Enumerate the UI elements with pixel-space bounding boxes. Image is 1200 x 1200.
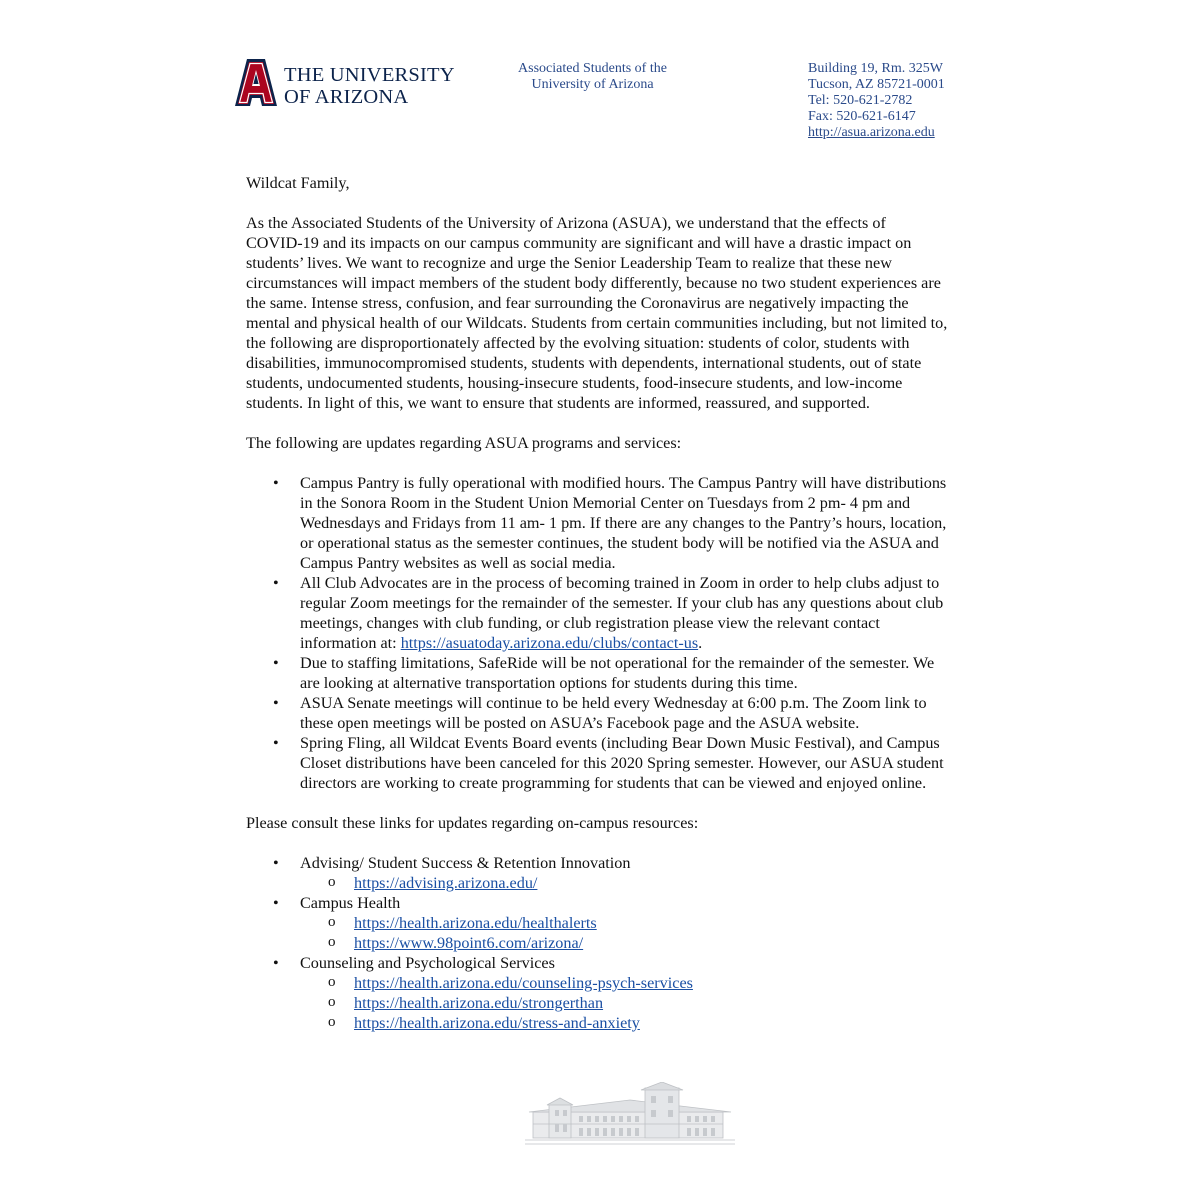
paragraph-line: the following are disproportionately affected by the evolving situation: students of color, students with <box>246 334 910 352</box>
resource-link-item <box>300 873 1006 893</box>
paragraph-line: disabilities, immunocompromised students, students with dependents, international students, out of state <box>246 354 922 372</box>
bullet-line: • Due to staffing limitations, SafeRide will be not operational for the remainder of the semester. We <box>300 654 935 672</box>
bullet-line <box>300 633 1006 653</box>
phone-line: Tel: 520-621-2782 <box>808 93 913 108</box>
bullet-line: or operational status as the semester continues, the student body will be notified via the ASUA and <box>300 534 939 552</box>
paragraph-line: the same. Intense stress, confusion, and fear surrounding the Coronavirus are negatively impacting the <box>246 294 909 312</box>
bullet-line: regular Zoom meetings for the remainder of the semester. If your club has any questions about club <box>300 594 944 612</box>
bullet-line: • ASUA Senate meetings will continue to be held every Wednesday at 6:00 p.m. The Zoom link to <box>300 694 927 712</box>
bullet-line: • Spring Fling, all Wildcat Events Board events (including Bear Down Music Festival), and Campus <box>300 734 940 752</box>
update-campus-pantry <box>246 473 1006 573</box>
address-line: Building 19, Rm. 325W <box>808 61 943 76</box>
paragraph-line: students, undocumented students, housing-insecure students, food-insecure students, and low-income <box>246 374 903 392</box>
paragraph-line: students’ lives. We want to recognize and urge the Senior Leadership Team to realize that these new <box>246 254 892 272</box>
resources-intro: Please consult these links for updates regarding on-campus resources: <box>246 814 699 832</box>
bullet-line: Wednesdays and Fridays from 11 am- 1 pm. If there are any changes to the Pantry’s hours, location, <box>300 514 947 532</box>
paragraph-line: COVID-19 and its impacts on our campus community are significant and will have a drastic impact on <box>246 234 912 252</box>
98point6-link[interactable]: https://www.98point6.com/arizona/ <box>354 934 584 952</box>
salutation: Wildcat Family, <box>246 174 350 192</box>
org-name <box>505 61 680 93</box>
resource-counseling <box>246 953 1006 1033</box>
resource-links <box>300 973 1006 1033</box>
logo-wordmark <box>284 64 455 108</box>
org-line-2: University of Arizona <box>531 77 654 92</box>
link-prefix: information at: <box>300 634 401 652</box>
main-paragraph <box>246 213 1006 413</box>
resource-label: • Counseling and Psychological Services <box>300 954 555 972</box>
resource-link-item <box>300 1013 1006 1033</box>
resource-links <box>300 873 1006 893</box>
bullet-line: Campus Pantry websites as well as social media. <box>300 554 616 572</box>
website-link[interactable]: http://asua.arizona.edu <box>808 125 935 140</box>
update-saferide <box>246 653 1006 693</box>
updates-intro: The following are updates regarding ASUA programs and services: <box>246 434 682 452</box>
bullet-line: meetings, changes with club funding, or club registration please view the relevant contact <box>300 614 880 632</box>
paragraph-line: As the Associated Students of the University of Arizona (ASUA), we understand that the effects of <box>246 214 886 232</box>
bullet-line: directors are working to create programming for students that can be viewed and enjoyed online. <box>300 774 927 792</box>
address-line: Tucson, AZ 85721-0001 <box>808 77 945 92</box>
counseling-psych-link[interactable]: https://health.arizona.edu/counseling-psych-services <box>354 974 693 992</box>
updates-list <box>246 473 1006 793</box>
stress-anxiety-link[interactable]: https://health.arizona.edu/stress-and-anxiety <box>354 1014 640 1032</box>
resource-campus-health <box>246 893 1006 953</box>
bullet-line: • Campus Pantry is fully operational with modified hours. The Campus Pantry will have distributions <box>300 474 947 492</box>
resource-links <box>300 913 1006 953</box>
university-logo <box>234 58 455 110</box>
logo-line-1: THE UNIVERSITY <box>284 64 455 86</box>
resources-list <box>246 853 1006 1033</box>
update-club-advocates <box>246 573 1006 653</box>
bullet-line: in the Sonora Room in the Student Union Memorial Center on Tuesdays from 2 pm- 4 pm and <box>300 494 911 512</box>
bullet-line: are looking at alternative transportation options for students during this time. <box>300 674 798 692</box>
building-watermark-icon <box>525 1082 735 1148</box>
resource-label: • Campus Health <box>300 894 401 912</box>
update-senate-meetings <box>246 693 1006 733</box>
update-spring-fling <box>246 733 1006 793</box>
link-suffix: . <box>698 634 703 652</box>
resource-link-item <box>300 973 1006 993</box>
contact-address <box>808 61 988 141</box>
resource-advising <box>246 853 1006 893</box>
strongerthan-link[interactable]: https://health.arizona.edu/strongerthan <box>354 994 604 1012</box>
paragraph-line: circumstances will impact members of the student body differently, because no two student experiences are <box>246 274 941 292</box>
clubs-contact-link[interactable]: https://asuatoday.arizona.edu/clubs/contact-us <box>400 634 699 652</box>
org-line-1: Associated Students of the <box>518 61 667 76</box>
logo-line-2: OF ARIZONA <box>284 86 409 108</box>
resource-link-item <box>300 933 1006 953</box>
resource-label: • Advising/ Student Success & Retention Innovation <box>300 854 631 872</box>
paragraph-line: mental and physical health of our Wildcats. Students from certain communities including, but not limited to, <box>246 314 948 332</box>
health-alerts-link[interactable]: https://health.arizona.edu/healthalerts <box>354 914 597 932</box>
advising-link[interactable]: https://advising.arizona.edu/ <box>354 874 538 892</box>
bullet-line: Closet distributions have been canceled for this 2020 Spring semester. However, our ASUA student <box>300 754 944 772</box>
letter-body <box>246 173 1006 1053</box>
fax-line: Fax: 520-621-6147 <box>808 109 916 124</box>
bullet-line: these open meetings will be posted on ASUA’s Facebook page and the ASUA website. <box>300 714 860 732</box>
block-a-logo-icon <box>234 58 278 108</box>
resource-link-item <box>300 913 1006 933</box>
resource-link-item <box>300 993 1006 1013</box>
paragraph-line: students. In light of this, we want to ensure that students are informed, reassured, and supported. <box>246 394 870 412</box>
bullet-line: • All Club Advocates are in the process of becoming trained in Zoom in order to help clubs adjust to <box>300 574 940 592</box>
